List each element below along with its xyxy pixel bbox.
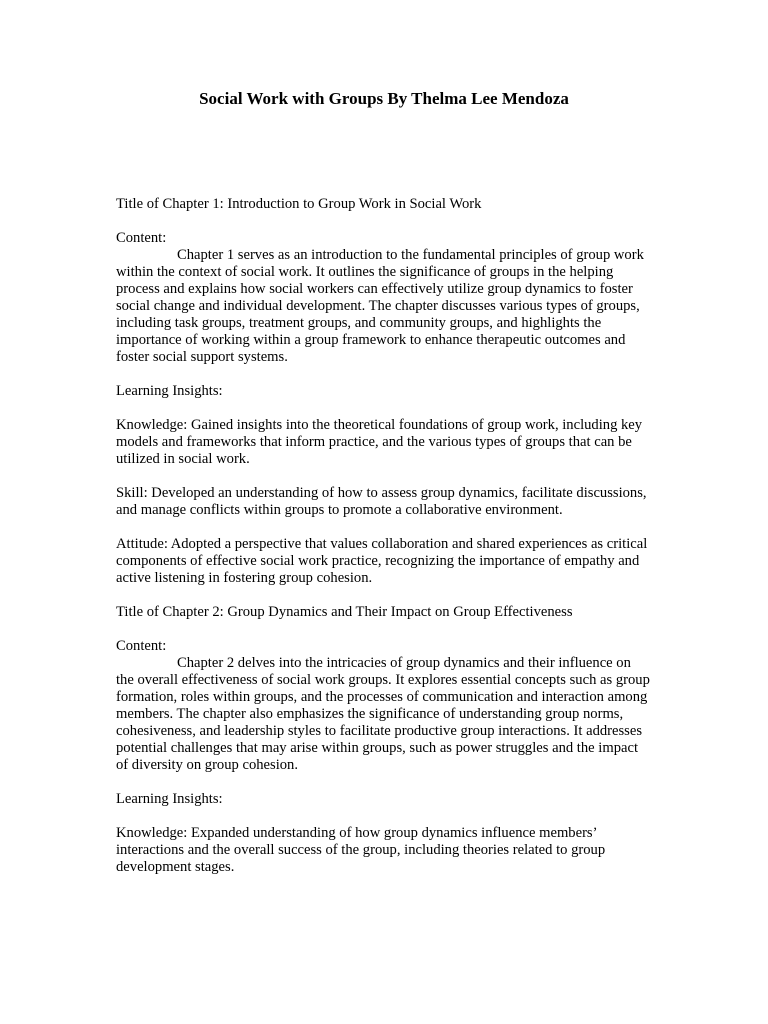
spacer: [116, 468, 652, 485]
spacer: [116, 213, 652, 230]
chapter-2-title: Title of Chapter 2: Group Dynamics and Their Impact on Group Effectiveness: [116, 604, 573, 620]
chapter-2-knowledge: Knowledge: Expanded understanding of how group dynamics influence members’ interactions and the overall success of the group, including theories related to group development stages.: [116, 825, 606, 875]
spacer: [116, 774, 652, 791]
spacer: [116, 400, 652, 417]
spacer: [116, 621, 652, 638]
chapter-2-content-label: Content:: [116, 638, 167, 654]
document-body: [116, 196, 652, 876]
chapter-1-skill: Skill: Developed an understanding of how to assess group dynamics, facilitate discussions, and manage conflicts within groups to promote a collaborative environment.: [116, 485, 647, 518]
document-title: Social Work with Groups By Thelma Lee Mendoza: [199, 89, 569, 108]
chapter-1-content-label: Content:: [116, 230, 167, 246]
spacer: [116, 587, 652, 604]
chapter-2-content: Chapter 2 delves into the intricacies of group dynamics and their influence on the overall effectiveness of social work groups. It explores essential concepts such as group formation, roles within groups, and the processes of communication and interaction among members. The chapter also emphasizes the significance of understanding group norms, cohesiveness, and leadership styles to facilitate productive group interactions. It addresses potential challenges that may arise within groups, such as power struggles and the impact of diversity on group cohesion.: [116, 655, 650, 773]
spacer: [116, 366, 652, 383]
chapter-1-content: Chapter 1 serves as an introduction to the fundamental principles of group work within the context of social work. It outlines the significance of groups in the helping process and explains how social workers can effectively utilize group dynamics to foster social change and individual development. The chapter discusses various types of groups, including task groups, treatment groups, and community groups, and highlights the importance of working within a group framework to enhance therapeutic outcomes and foster social support systems.: [116, 247, 644, 365]
chapter-1-insights-label: Learning Insights:: [116, 383, 223, 399]
spacer: [116, 519, 652, 536]
chapter-1-attitude: Attitude: Adopted a perspective that values collaboration and shared experiences as critical components of effective social work practice, recognizing the importance of empathy and active listening in fostering group cohesion.: [116, 536, 648, 586]
chapter-2-insights-label: Learning Insights:: [116, 791, 223, 807]
spacer: [116, 808, 652, 825]
chapter-1-title: Title of Chapter 1: Introduction to Group Work in Social Work: [116, 196, 482, 212]
chapter-1-knowledge: Knowledge: Gained insights into the theoretical foundations of group work, including key models and frameworks that inform practice, and the various types of groups that can be utilized in social work.: [116, 417, 643, 467]
